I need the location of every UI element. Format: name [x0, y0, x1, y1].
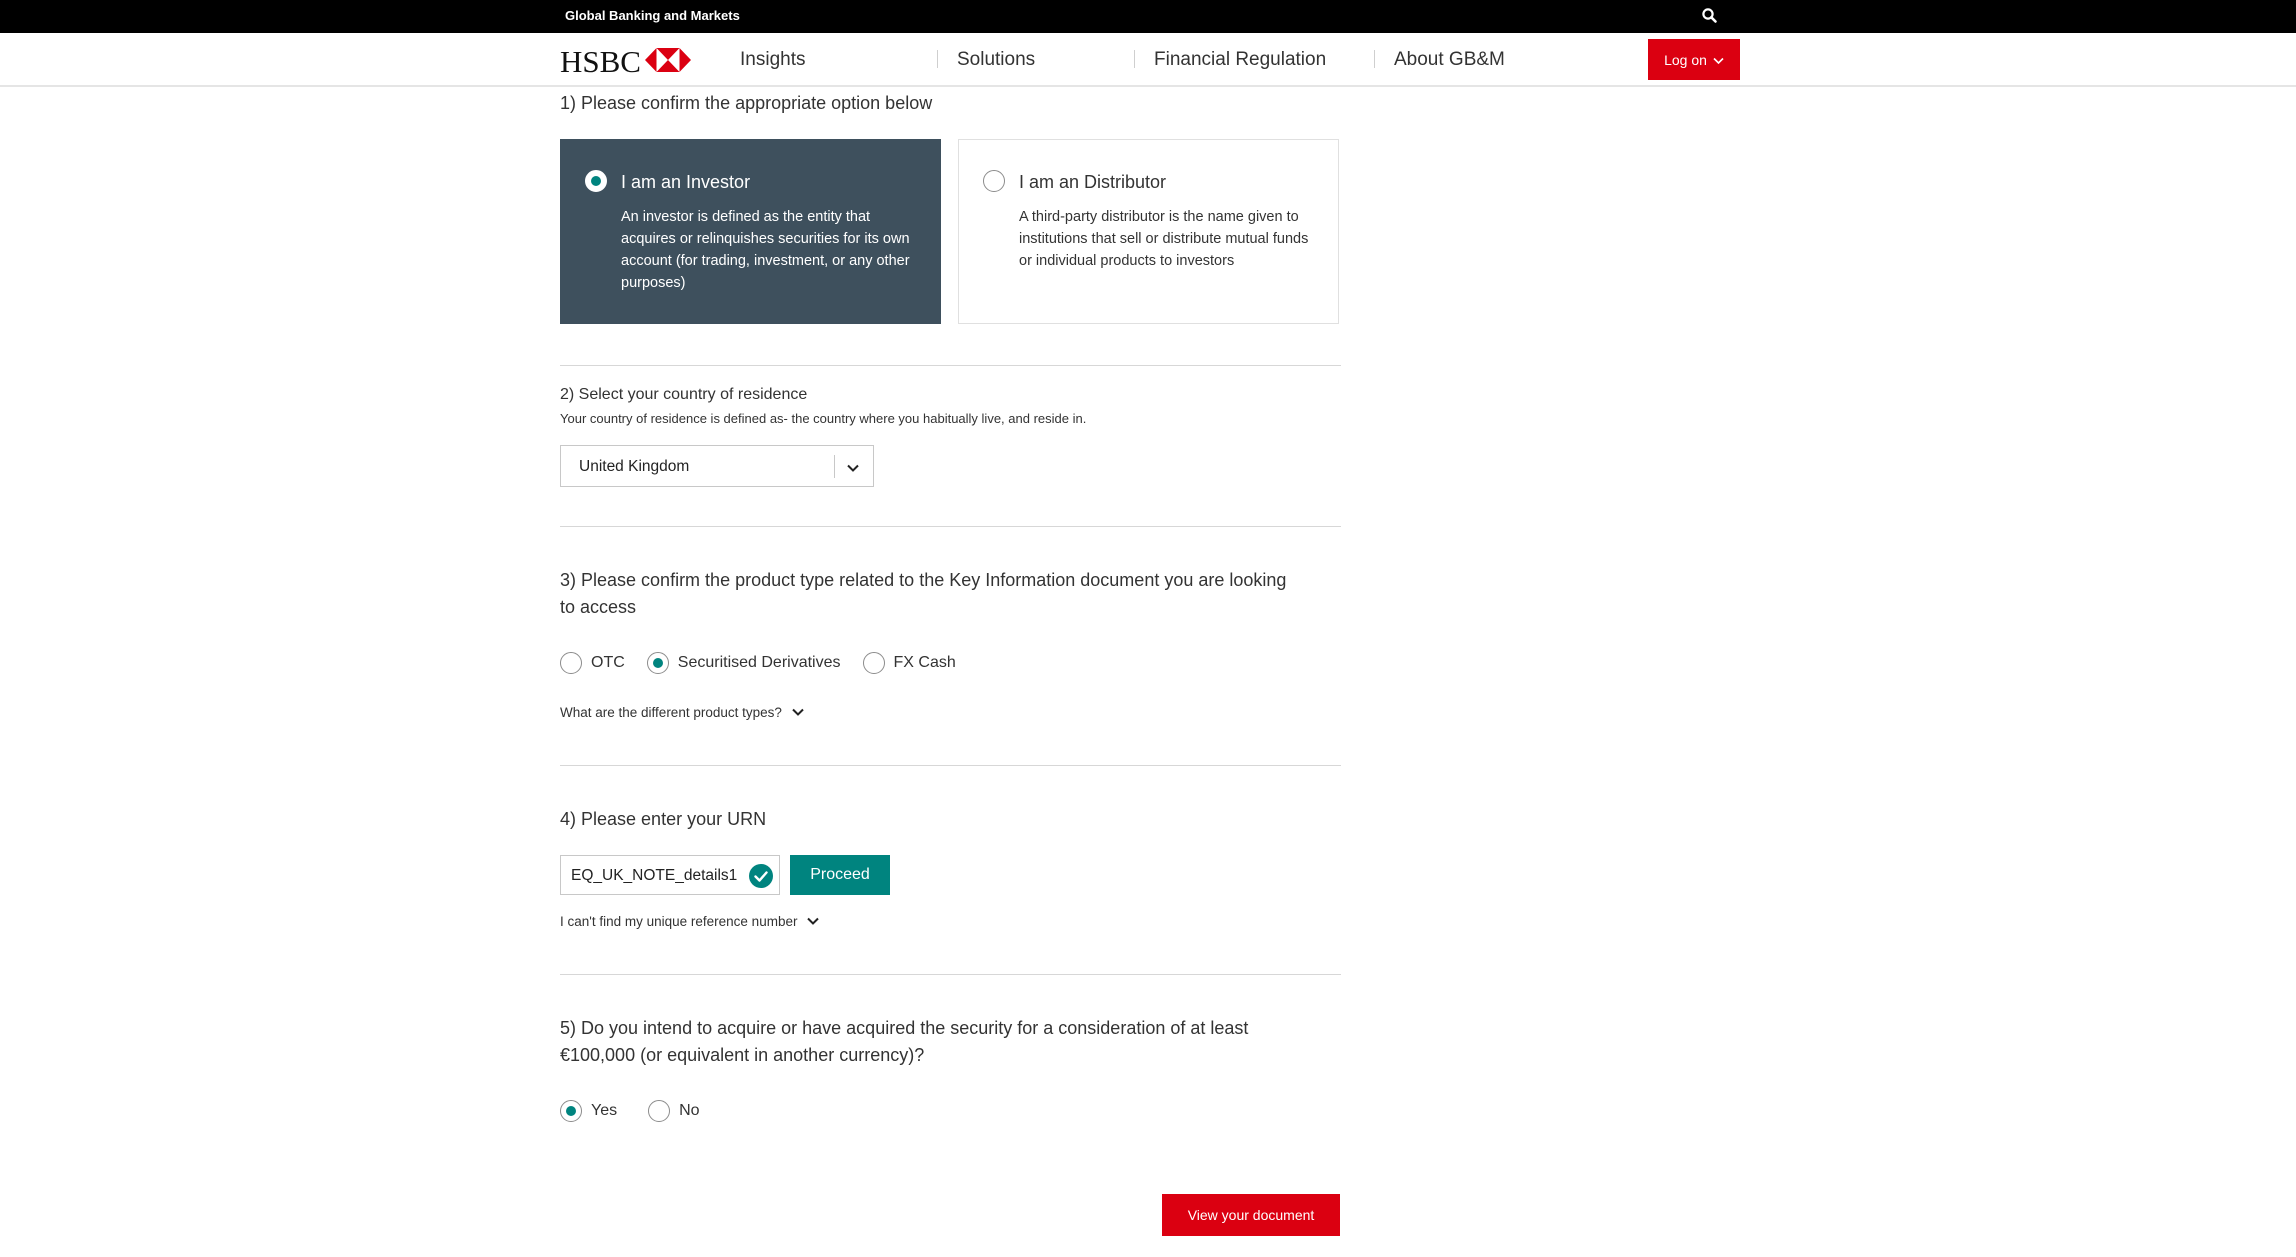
question-3-title-line-1: 3) Please confirm the product type related to the Key Information document you are looking	[560, 570, 1287, 590]
question-2-subtitle: Your country of residence is defined as- the country where you habitually live, and reside in.	[560, 411, 1087, 426]
log-on-label: Log on	[1664, 51, 1707, 68]
country-select[interactable]	[560, 445, 874, 487]
no-label: No	[679, 1102, 700, 1119]
select-separator	[834, 455, 835, 478]
section-divider	[560, 974, 1341, 975]
product-securitised-derivatives-option[interactable]	[647, 652, 841, 674]
question-1-title: 1) Please confirm the appropriate option below	[560, 93, 933, 113]
fx-cash-label: FX Cash	[893, 654, 956, 671]
chevron-down-icon	[791, 705, 805, 720]
urn-input-value: EQ_UK_NOTE_details1	[571, 867, 738, 884]
top-bar	[0, 0, 2296, 33]
nav-separator	[1374, 50, 1375, 68]
distributor-radio[interactable]	[983, 170, 1005, 192]
otc-label: OTC	[591, 654, 625, 671]
no-option[interactable]	[648, 1100, 699, 1122]
yes-radio[interactable]	[560, 1100, 582, 1122]
nav-solutions[interactable]: Solutions	[957, 49, 1036, 70]
no-radio[interactable]	[648, 1100, 670, 1122]
urn-help-expander-label: I can't find my unique reference number	[560, 914, 798, 929]
check-circle-icon	[749, 864, 773, 893]
product-fx-cash-option[interactable]	[863, 652, 956, 674]
product-otc-option[interactable]	[560, 652, 625, 674]
product-types-expander-label: What are the different product types?	[560, 705, 782, 720]
nav-financial-regulation[interactable]: Financial Regulation	[1154, 49, 1327, 70]
hsbc-logo[interactable]	[560, 46, 691, 78]
logo-text: HSBC	[560, 44, 641, 79]
nav-separator	[1134, 50, 1135, 68]
distributor-description: A third-party distributor is the name given to institutions that sell or distribute mutual funds or individual products to investors	[1019, 209, 1309, 269]
yes-label: Yes	[591, 1102, 618, 1119]
nav-about-gbm[interactable]: About GB&M	[1394, 49, 1505, 70]
product-types-expander[interactable]	[560, 705, 805, 720]
urn-help-expander[interactable]	[560, 914, 820, 929]
section-divider	[560, 365, 1341, 366]
main-header	[0, 33, 2296, 87]
nav-separator	[937, 50, 938, 68]
distributor-title: I am an Distributor	[1019, 172, 1167, 192]
investor-description: An investor is defined as the entity that acquires or relinquishes securities for its own account (for trading, investment, or any other purposes)	[621, 209, 910, 291]
search-icon[interactable]	[1700, 6, 1720, 26]
urn-input[interactable]	[560, 855, 780, 895]
securitised-derivatives-radio[interactable]	[647, 652, 669, 674]
chevron-down-icon	[806, 914, 820, 929]
question-3-title-line-2: to access	[560, 597, 637, 617]
top-bar-title[interactable]: Global Banking and Markets	[565, 8, 740, 23]
securitised-derivatives-label: Securitised Derivatives	[677, 654, 841, 671]
nav-insights[interactable]: Insights	[740, 49, 806, 70]
investor-option-card[interactable]	[560, 139, 941, 324]
log-on-button[interactable]	[1648, 39, 1740, 80]
consideration-radio-group	[560, 1100, 722, 1122]
question-4-title: 4) Please enter your URN	[560, 809, 767, 829]
question-5-title-line-1: 5) Do you intend to acquire or have acquired the security for a consideration of at least	[560, 1018, 1249, 1038]
hexagon-logo-icon	[645, 48, 691, 77]
chevron-down-icon	[1713, 52, 1724, 68]
investor-title: I am an Investor	[621, 172, 751, 192]
view-document-button[interactable]: View your document	[1162, 1194, 1340, 1236]
otc-radio[interactable]	[560, 652, 582, 674]
investor-radio[interactable]	[585, 170, 607, 192]
section-divider	[560, 765, 1341, 766]
question-2-title: 2) Select your country of residence	[560, 386, 808, 403]
product-type-radio-group	[560, 652, 978, 674]
section-divider	[560, 526, 1341, 527]
country-select-value: United Kingdom	[579, 458, 690, 475]
fx-cash-radio[interactable]	[863, 652, 885, 674]
yes-option[interactable]	[560, 1100, 617, 1122]
question-5-title-line-2: €100,000 (or equivalent in another currency)?	[560, 1045, 925, 1065]
distributor-option-card[interactable]	[958, 139, 1339, 324]
proceed-button[interactable]: Proceed	[790, 855, 890, 895]
chevron-down-icon	[846, 460, 860, 478]
